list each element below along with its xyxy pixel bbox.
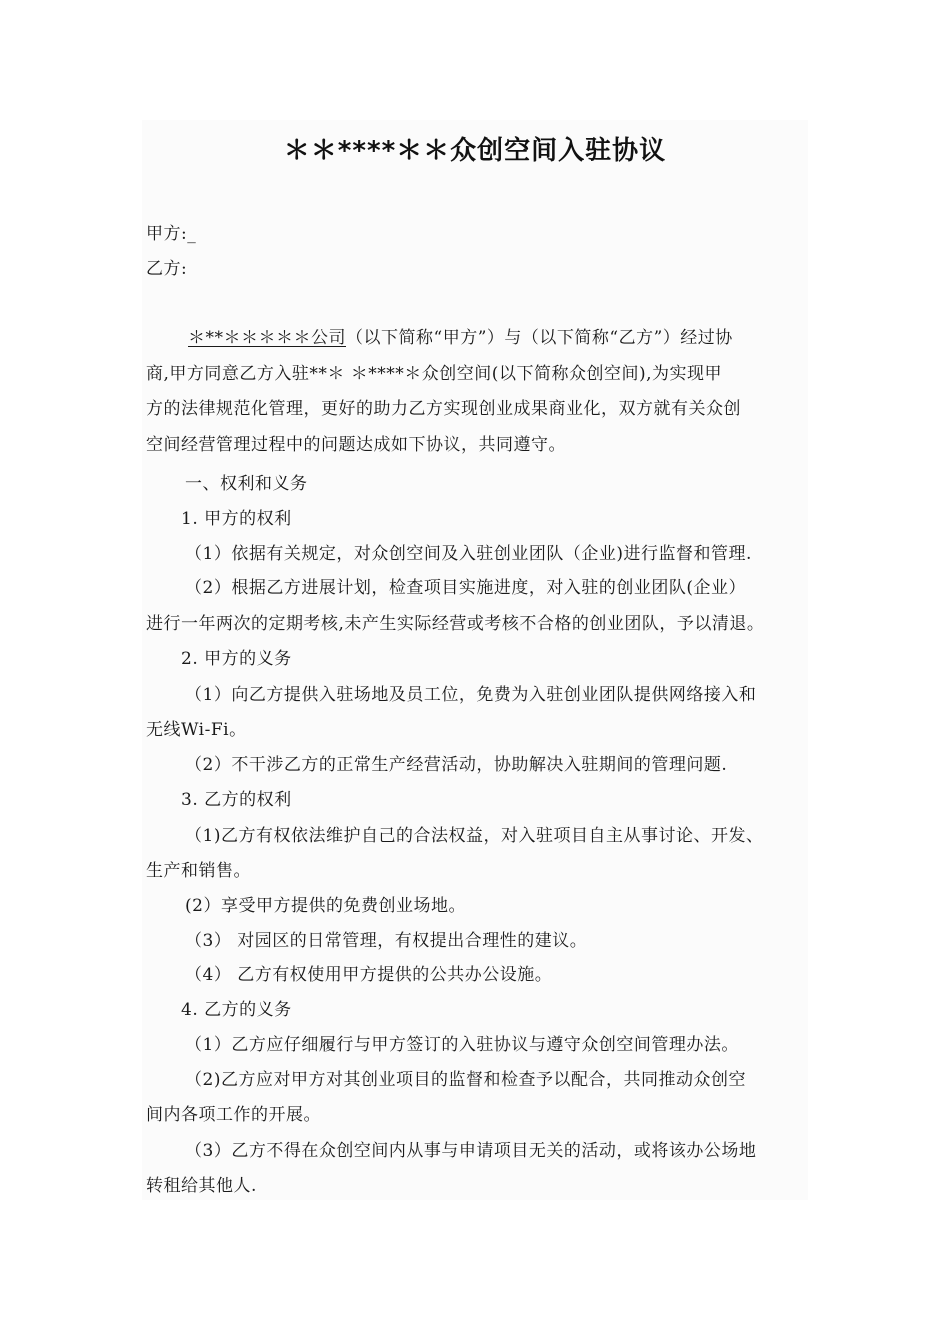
clause-text: （2)乙方应对甲方对其创业项目的监督和检查予以配合，共同推动众创空 [185, 1070, 746, 1090]
clause-text: 进行一年两次的定期考核,未产生实际经营或考核不合格的创业团队，予以清退。 [146, 614, 765, 634]
clause-text: 生产和销售。 [146, 861, 251, 881]
subsection-heading: 4. 乙方的义务 [181, 1000, 292, 1020]
subsection-heading: 2. 甲方的义务 [181, 649, 292, 669]
clause-text: （1）乙方应仔细履行与甲方签订的入驻协议与遵守众创空间管理办法。 [185, 1035, 739, 1055]
document-title: ＊＊****＊＊众创空间入驻协议 [283, 136, 667, 166]
intro-line-1-rest: （以下简称“甲方”）与（以下简称“乙方”）经过协 [346, 328, 733, 348]
clause-text: （3） 对园区的日常管理，有权提出合理性的建议。 [185, 931, 588, 951]
clause-text: （2）不干涉乙方的正常生产经营活动，协助解决入驻期间的管理问题. [185, 755, 728, 775]
subsection-heading: 3. 乙方的权利 [181, 790, 292, 810]
intro-line-3: 方的法律规范化管理，更好的助力乙方实现创业成果商业化，双方就有关众创 [146, 399, 741, 419]
clause-text: （4） 乙方有权使用甲方提供的公共办公设施。 [185, 965, 553, 985]
section-heading: 一、权利和义务 [185, 474, 308, 494]
subsection-heading: 1. 甲方的权利 [181, 509, 292, 529]
clause-text: (2）享受甲方提供的免费创业场地。 [185, 896, 466, 916]
intro-line-1 [188, 326, 733, 350]
party-b-line: 乙方: [146, 259, 188, 279]
company-name: ＊**＊＊＊＊＊公司 [188, 328, 346, 348]
intro-line-2: 商,甲方同意乙方入驻**＊ ＊****＊众创空间(以下简称众创空间),为实现甲 [146, 364, 722, 384]
intro-line-4: 空间经营管理过程中的问题达成如下协议，共同遵守。 [146, 435, 566, 455]
clause-text: （3）乙方不得在众创空间内从事与申请项目无关的活动，或将该办公场地 [185, 1141, 757, 1161]
clause-text: 转租给其他人. [146, 1176, 257, 1196]
party-a-line: 甲方:_ [146, 224, 197, 244]
clause-text: （2）根据乙方进展计划，检查项目实施进度，对入驻的创业团队(企业） [185, 578, 746, 598]
clause-text: 间内各项工作的开展。 [146, 1105, 321, 1125]
clause-text: （1）依据有关规定，对众创空间及入驻创业团队（企业)进行监督和管理. [185, 544, 752, 564]
clause-text: 无线Wi-Fi。 [146, 720, 247, 740]
clause-text: （1)乙方有权依法维护自己的合法权益，对入驻项目自主从事讨论、开发、 [185, 826, 764, 846]
clause-text: （1）向乙方提供入驻场地及员工位，免费为入驻创业团队提供网络接入和 [185, 685, 757, 705]
